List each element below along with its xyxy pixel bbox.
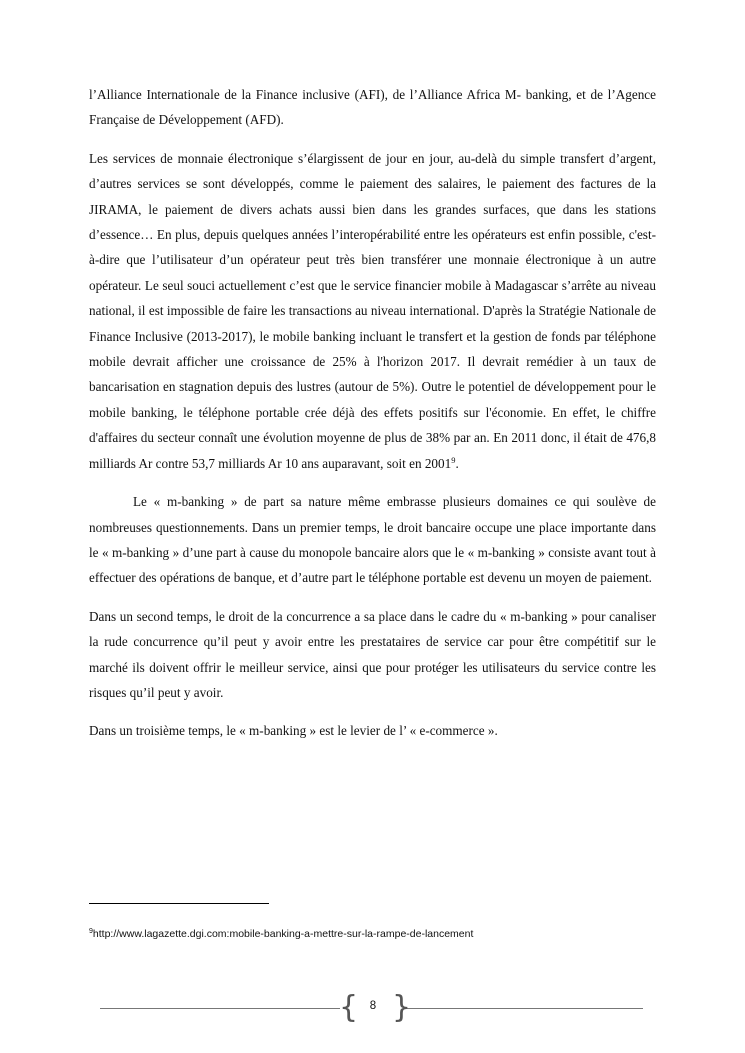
page-number-close-bracket: } [392,990,412,1025]
document-body [89,82,656,757]
paragraph-m-banking-domains: Le « m-banking » de part sa nature même embrasse plusieurs domaines ce qui soulève de nombreuses questionnements. Dans un premier temps, le droit bancaire occupe une place importante dans le « m-banking » d’une part à cause du monopole bancaire alors que le « m-banking » consiste avant tout à effectuer des opérations de banque, et d’autre part le téléphone portable est devenu un moyen de paiement. [89,494,656,586]
paragraph-afi: l’Alliance Internationale de la Finance inclusive (AFI), de l’Alliance Africa M- banking, et de l’Agence Française de Développement (AFD). [89,87,656,128]
page-number-open-bracket: { [339,990,359,1025]
footer-rule-right [403,1008,643,1009]
footnote-url[interactable]: http://www.lagazette.dgi.com:mobile-banking-a-mettre-sur-la-rampe-de-lancement [92,928,474,940]
paragraph-mobile-money-text: Les services de monnaie électronique s’élargissent de jour en jour, au-delà du simple transfert d’argent, d’autres services se sont développés, comme le paiement des salaires, le paiement des factures de la JIRAMA, le paiement de divers achats aussi bien dans les grandes surfaces, que dans les stations d’essence… En plus, depuis quelques années l’interopérabilité entre les opérateurs est enfin possible, c'est-à-dire que l’utilisateur d’un opérateur peut très bien transférer une monnaie électronique à un autre opérateur. Le seul souci actuellement c’est que le service financier mobile à Madagascar s’arrête au niveau national, il est impossible de faire les transactions au niveau international. D'après la Stratégie Nationale de Finance Inclusive (2013-2017), le mobile banking incluant le transfert et la gestion de fonds par téléphone mobile devrait afficher une croissance de 25% à l'horizon 2017. Il devrait remédier à un taux de bancarisation en stagnation depuis des lustres (autour de 5%). Outre le potentiel de développement pour le mobile banking, le téléphone portable crée déjà des effets positifs sur l'économie. En effet, le chiffre d'affaires du secteur connaît une évolution moyenne de plus de 38% par an. En 2011 donc, il était de 476,8 milliards Ar contre 53,7 milliards Ar 10 ans auparavant, soit en 2001 [89,150,656,471]
footnote-marker: 9 [89,928,93,935]
paragraph-mobile-money [89,146,656,476]
footnote [89,928,473,940]
paragraph-e-commerce: Dans un troisième temps, le « m-banking » est le levier de l’ « e-commerce ». [89,723,498,739]
paragraph-competition-law: Dans un second temps, le droit de la concurrence a sa place dans le cadre du « m-banking » pour canaliser la rude concurrence qu’il peut y avoir entre les prestataires de service car pour être compétitif sur le marché ils doivent offrir le meilleur service, ainsi que pour protéger les utilisateurs du service contre les risques qu’il peut y avoir. [89,608,656,700]
paragraph-end-period: . [455,455,459,471]
footnote-separator [89,903,269,904]
footnote-reference[interactable]: 9 [451,454,456,465]
page-number: 8 [369,1000,377,1012]
footer-rule-left [100,1008,340,1009]
